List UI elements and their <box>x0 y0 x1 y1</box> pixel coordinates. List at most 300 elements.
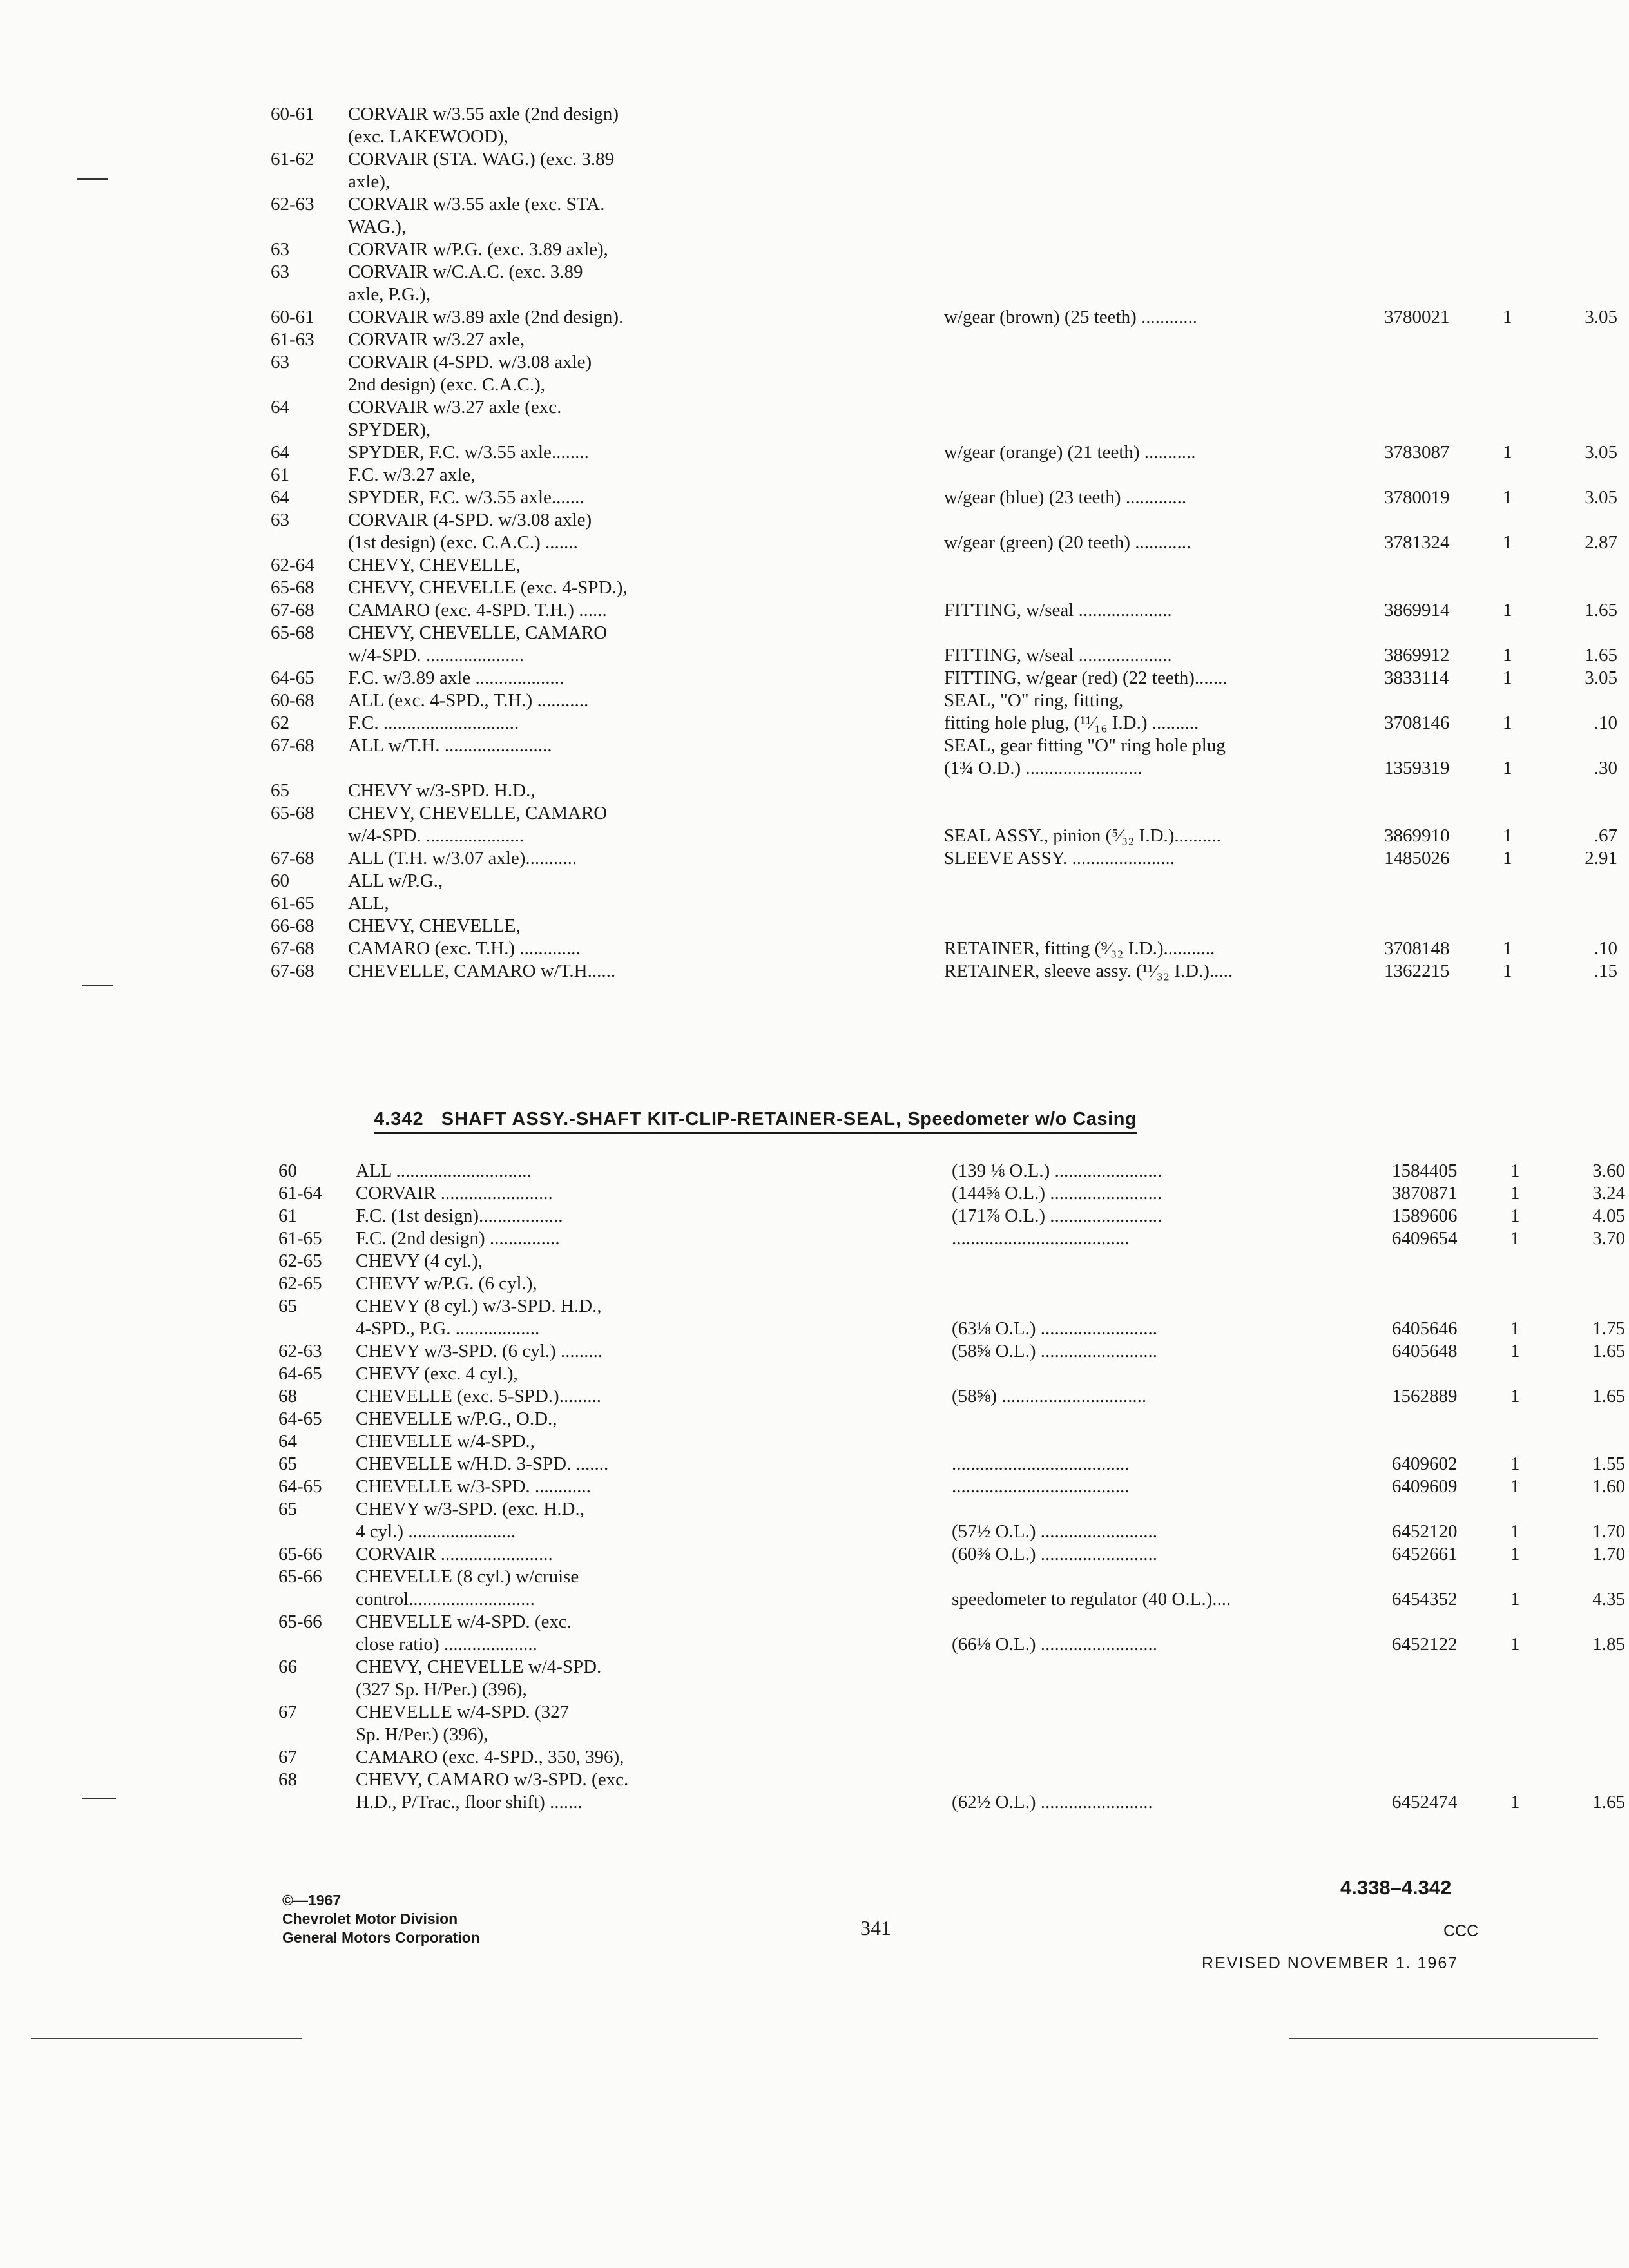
price: .10 <box>1594 713 1617 733</box>
model-years: 60-61 <box>271 104 314 124</box>
application: CORVAIR (4-SPD. w/3.08 axle) <box>348 510 592 530</box>
application: CHEVELLE, CAMARO w/T.H...... <box>348 961 616 981</box>
table-row <box>278 1363 1438 1385</box>
model-years: 65-68 <box>271 622 314 643</box>
table-row <box>271 735 1431 757</box>
price: 1.85 <box>1592 1634 1625 1655</box>
application: WAG.), <box>348 216 407 237</box>
part-number: 1562889 <box>1392 1386 1458 1407</box>
table-row <box>271 509 1431 532</box>
table-row <box>278 1724 1438 1746</box>
part-description: (60⅜ O.L.) ......................... <box>952 1544 1157 1564</box>
table-row <box>271 757 1617 780</box>
application: CORVAIR (STA. WAG.) (exc. 3.89 <box>348 149 615 169</box>
application: SPYDER, F.C. w/3.55 axle........ <box>348 442 589 463</box>
price: 3.05 <box>1585 442 1617 463</box>
part-description: (62½ O.L.) ........................ <box>952 1792 1153 1812</box>
quantity: 1 <box>1503 758 1512 778</box>
table-row <box>271 622 1431 644</box>
application: CORVAIR w/3.55 axle (exc. STA. <box>348 194 605 215</box>
part-description: ...................................... <box>952 1454 1130 1474</box>
application: CORVAIR ........................ <box>356 1544 553 1564</box>
application: CHEVELLE (8 cyl.) w/cruise <box>356 1566 579 1587</box>
model-years: 62 <box>271 713 289 733</box>
price: 1.65 <box>1592 1792 1625 1812</box>
part-number: 1362215 <box>1384 961 1450 981</box>
application: ALL ............................. <box>356 1160 532 1181</box>
table-row <box>271 171 1431 193</box>
part-description: speedometer to regulator (40 O.L.).... <box>952 1589 1231 1610</box>
part-description: FITTING, w/seal .................... <box>944 645 1172 666</box>
quantity: 1 <box>1510 1454 1520 1474</box>
section-subtitle: Speedometer w/o Casing <box>907 1109 1137 1129</box>
model-years: 64-65 <box>278 1408 322 1429</box>
model-years: 67-68 <box>271 938 314 959</box>
application: w/4-SPD. ..................... <box>348 645 525 666</box>
part-number: 1359319 <box>1384 758 1450 778</box>
price: 3.60 <box>1592 1160 1625 1181</box>
part-description: (58⅝ O.L.) ......................... <box>952 1341 1157 1361</box>
application: CHEVY, CHEVELLE w/4-SPD. <box>356 1657 602 1677</box>
application: (1st design) (exc. C.A.C.) ....... <box>348 532 578 553</box>
part-description: (144⅝ O.L.) ........................ <box>952 1183 1162 1204</box>
application: SPYDER), <box>348 419 431 440</box>
application: close ratio) .................... <box>356 1634 537 1655</box>
quantity: 1 <box>1503 307 1512 327</box>
application: CHEVELLE (exc. 5-SPD.)......... <box>356 1386 601 1407</box>
table-row <box>278 1769 1438 1791</box>
application: w/4-SPD. ..................... <box>348 825 525 846</box>
part-description: w/gear (orange) (21 teeth) ........... <box>944 442 1196 463</box>
model-years: 62-64 <box>271 555 314 575</box>
model-years: 67-68 <box>271 735 314 756</box>
model-years: 68 <box>278 1769 297 1790</box>
table-row <box>271 825 1617 847</box>
table-row <box>278 1205 1625 1227</box>
table-row <box>271 847 1617 870</box>
quantity: 1 <box>1503 938 1512 959</box>
part-description: (63⅛ O.L.) ......................... <box>952 1318 1157 1339</box>
price: 3.24 <box>1592 1183 1625 1204</box>
application: CHEVELLE w/P.G., O.D., <box>356 1408 557 1429</box>
price: 2.87 <box>1585 532 1617 553</box>
table-row <box>271 261 1431 284</box>
part-description: (139 ⅛ O.L.) ....................... <box>952 1160 1162 1181</box>
application: CORVAIR w/3.89 axle (2nd design). <box>348 307 624 327</box>
model-years: 64-65 <box>271 668 314 688</box>
part-number: 1589606 <box>1392 1206 1458 1226</box>
application: (exc. LAKEWOOD), <box>348 126 508 147</box>
part-number: 3833114 <box>1384 668 1449 688</box>
publisher-block <box>282 1891 480 1947</box>
model-years: 65-66 <box>278 1611 322 1632</box>
table-row <box>278 1160 1625 1182</box>
quantity: 1 <box>1510 1228 1520 1249</box>
application: CAMARO (exc. 4-SPD. T.H.) ...... <box>348 600 607 620</box>
quantity: 1 <box>1510 1183 1520 1204</box>
section-title: SHAFT ASSY.-SHAFT KIT-CLIP-RETAINER-SEAL, <box>441 1109 902 1129</box>
price: 1.75 <box>1592 1318 1625 1339</box>
application: axle), <box>348 171 390 192</box>
table-row <box>278 1633 1625 1656</box>
application: H.D., P/Trac., floor shift) ....... <box>356 1792 583 1812</box>
application: CHEVY (4 cyl.), <box>356 1251 483 1271</box>
application: Sp. H/Per.) (396), <box>356 1724 488 1745</box>
section-range: 4.338–4.342 <box>1340 1876 1452 1899</box>
model-years: 65-66 <box>278 1566 322 1587</box>
application: CHEVY, CHEVELLE, CAMARO <box>348 803 608 823</box>
application: CAMARO (exc. 4-SPD., 350, 396), <box>356 1747 624 1767</box>
table-row <box>271 802 1431 825</box>
model-years: 62-63 <box>278 1341 322 1361</box>
price: .67 <box>1594 825 1617 846</box>
quantity: 1 <box>1510 1341 1520 1361</box>
table-row <box>278 1543 1625 1566</box>
price: 1.70 <box>1592 1544 1625 1564</box>
part-description: ...................................... <box>952 1228 1130 1249</box>
model-years: 61-62 <box>271 149 314 169</box>
application: CHEVELLE w/4-SPD. (exc. <box>356 1611 572 1632</box>
part-description: (1¾ O.D.) ......................... <box>944 758 1142 778</box>
part-number: 3781324 <box>1384 532 1450 553</box>
quantity: 1 <box>1510 1634 1520 1655</box>
quantity: 1 <box>1503 442 1512 463</box>
model-years: 68 <box>278 1386 297 1407</box>
model-years: 65-66 <box>278 1544 322 1564</box>
price: 3.70 <box>1592 1228 1625 1249</box>
table-row <box>271 577 1431 599</box>
bottom-rule-right <box>1289 2038 1598 2039</box>
quantity: 1 <box>1503 713 1512 733</box>
application: CORVAIR w/3.27 axle, <box>348 329 525 350</box>
quantity: 1 <box>1503 668 1512 688</box>
table-row <box>278 1566 1438 1588</box>
copyright: ©—1967 <box>282 1892 342 1908</box>
part-description: w/gear (brown) (25 teeth) ............ <box>944 307 1197 327</box>
application: CHEVY w/P.G. (6 cyl.), <box>356 1273 537 1294</box>
part-number: 3783087 <box>1384 442 1450 463</box>
part-number: 6409609 <box>1392 1476 1458 1497</box>
table-row <box>271 915 1431 937</box>
model-years: 61-63 <box>271 329 314 350</box>
model-years: 67 <box>278 1747 297 1767</box>
part-number: 6409654 <box>1392 1228 1458 1249</box>
part-description: ...................................... <box>952 1476 1130 1497</box>
table-row <box>278 1611 1438 1633</box>
application: CHEVELLE w/3-SPD. ............ <box>356 1476 591 1497</box>
application: axle, P.G.), <box>348 284 431 305</box>
table-row <box>271 712 1617 735</box>
application: CORVAIR w/C.A.C. (exc. 3.89 <box>348 262 583 282</box>
table-row <box>271 441 1617 464</box>
model-years: 63 <box>271 510 289 530</box>
model-years: 67-68 <box>271 961 314 981</box>
part-number: 3870871 <box>1392 1183 1458 1204</box>
part-description: (57½ O.L.) ......................... <box>952 1521 1157 1542</box>
table-row <box>271 396 1431 419</box>
application: (327 Sp. H/Per.) (396), <box>356 1679 527 1700</box>
application: 4 cyl.) ....................... <box>356 1521 516 1542</box>
application: F.C. w/3.27 axle, <box>348 465 476 485</box>
table-row <box>271 374 1431 396</box>
quantity: 1 <box>1510 1476 1520 1497</box>
part-description: FITTING, w/seal .................... <box>944 600 1172 620</box>
part-description: RETAINER, sleeve assy. (¹¹⁄₃₂ I.D.)..... <box>944 961 1233 981</box>
application: CHEVELLE w/4-SPD. (327 <box>356 1702 570 1722</box>
table-row <box>271 216 1431 238</box>
quantity: 1 <box>1510 1544 1520 1564</box>
model-years: 65 <box>278 1499 297 1519</box>
table-row <box>278 1791 1625 1814</box>
revision-date: REVISED NOVEMBER 1. 1967 <box>1202 1954 1459 1972</box>
model-years: 60-68 <box>271 690 314 711</box>
model-years: 60 <box>271 870 289 891</box>
model-years: 66 <box>278 1657 297 1677</box>
model-years: 65-68 <box>271 577 314 598</box>
application: CHEVY w/3-SPD. (6 cyl.) ......... <box>356 1341 603 1361</box>
table-row <box>271 554 1431 577</box>
table-row <box>271 103 1431 126</box>
price: 1.60 <box>1592 1476 1625 1497</box>
application: CAMARO (exc. T.H.) ............. <box>348 938 581 959</box>
part-description: SLEEVE ASSY. ...................... <box>944 848 1175 869</box>
table-row <box>271 960 1617 983</box>
table-row <box>271 870 1431 892</box>
model-years: 63 <box>271 262 289 282</box>
application: CHEVY, CHEVELLE (exc. 4-SPD.), <box>348 577 628 598</box>
table-row <box>278 1250 1438 1273</box>
part-description: SEAL ASSY., pinion (⁵⁄₃₂ I.D.).......... <box>944 825 1221 846</box>
price: .30 <box>1594 758 1617 778</box>
application: CHEVY, CHEVELLE, CAMARO <box>348 622 608 643</box>
application: CHEVELLE w/4-SPD., <box>356 1431 535 1452</box>
section-number: 4.342 <box>374 1109 424 1129</box>
part-number: 3869914 <box>1384 600 1450 620</box>
table-row <box>271 329 1431 351</box>
application: CHEVY (exc. 4 cyl.), <box>356 1363 518 1384</box>
bottom-rule-left <box>31 2038 302 2039</box>
model-years: 65 <box>271 780 289 801</box>
table-row <box>278 1340 1625 1363</box>
price: 3.05 <box>1585 307 1617 327</box>
model-years: 63 <box>271 239 289 260</box>
model-years: 61-65 <box>271 893 314 914</box>
table-row <box>271 599 1617 622</box>
price: 4.35 <box>1592 1589 1625 1610</box>
model-years: 61-64 <box>278 1183 322 1204</box>
table-row <box>278 1746 1438 1769</box>
application: CHEVY, CHEVELLE, <box>348 916 521 936</box>
price: 1.65 <box>1592 1386 1625 1407</box>
part-description: (66⅛ O.L.) ......................... <box>952 1634 1157 1655</box>
part-description: FITTING, w/gear (red) (22 teeth)....... <box>944 668 1228 688</box>
margin-mark <box>82 1798 116 1799</box>
part-description: SEAL, gear fitting "O" ring hole plug <box>944 735 1226 756</box>
application: ALL (T.H. w/3.07 axle)........... <box>348 848 577 869</box>
table-row <box>278 1408 1438 1430</box>
margin-mark <box>82 985 113 986</box>
part-number: 3708146 <box>1384 713 1450 733</box>
model-years: 62-65 <box>278 1251 322 1271</box>
model-years: 66-68 <box>271 916 314 936</box>
application: ALL w/T.H. ....................... <box>348 735 552 756</box>
table-row <box>271 486 1617 509</box>
division-name: Chevrolet Motor Division <box>282 1910 458 1927</box>
model-years: 62-63 <box>271 194 314 215</box>
quantity: 1 <box>1510 1206 1520 1226</box>
quantity: 1 <box>1510 1386 1520 1407</box>
model-years: 60-61 <box>271 307 314 327</box>
table-row <box>278 1430 1438 1453</box>
application: F.C. (1st design).................. <box>356 1206 563 1226</box>
part-number: 3708148 <box>1384 938 1450 959</box>
model-years: 65 <box>278 1454 297 1474</box>
table-row <box>278 1295 1438 1318</box>
part-number: 3780021 <box>1384 307 1450 327</box>
table-row <box>271 419 1431 441</box>
table-row <box>271 892 1431 915</box>
model-years: 67-68 <box>271 848 314 869</box>
quantity: 1 <box>1503 961 1512 981</box>
model-years: 64-65 <box>278 1363 322 1384</box>
price: 1.55 <box>1592 1454 1625 1474</box>
section-heading <box>374 1108 1137 1134</box>
application: ALL w/P.G., <box>348 870 443 891</box>
price: 2.91 <box>1585 848 1617 869</box>
price: 4.05 <box>1592 1206 1625 1226</box>
table-row <box>278 1656 1438 1678</box>
price: 1.65 <box>1585 600 1617 620</box>
application: 4-SPD., P.G. .................. <box>356 1318 540 1339</box>
application: F.C. (2nd design) ............... <box>356 1228 560 1249</box>
quantity: 1 <box>1503 600 1512 620</box>
part-number: 6409602 <box>1392 1454 1458 1474</box>
application: control........................... <box>356 1589 535 1610</box>
quantity: 1 <box>1510 1589 1520 1610</box>
table-row <box>278 1273 1438 1295</box>
part-number: 1485026 <box>1384 848 1450 869</box>
model-years: 60 <box>278 1160 297 1181</box>
model-years: 61 <box>278 1206 297 1226</box>
price: 1.65 <box>1592 1341 1625 1361</box>
bottom-parts-table <box>278 1160 1625 1814</box>
model-years: 64 <box>271 397 289 418</box>
application: CHEVY, CHEVELLE, <box>348 555 521 575</box>
part-number: 6405646 <box>1392 1318 1458 1339</box>
application: 2nd design) (exc. C.A.C.), <box>348 374 546 395</box>
margin-mark <box>77 178 108 180</box>
part-description: fitting hole plug, (¹¹⁄₁₆ I.D.) .......... <box>944 713 1199 733</box>
table-row <box>271 284 1431 306</box>
quantity: 1 <box>1503 645 1512 666</box>
table-row <box>271 193 1431 216</box>
model-years: 64 <box>271 442 289 463</box>
part-description: (58⅝) ............................... <box>952 1386 1147 1407</box>
part-number: 3780019 <box>1384 487 1450 508</box>
application: CHEVELLE w/H.D. 3-SPD. ....... <box>356 1454 609 1474</box>
quantity: 1 <box>1503 848 1512 869</box>
table-row <box>271 351 1431 374</box>
part-number: 6452122 <box>1392 1634 1458 1655</box>
part-description: (171⅞ O.L.) ........................ <box>952 1206 1162 1226</box>
price: 3.05 <box>1585 487 1617 508</box>
application: CHEVY w/3-SPD. H.D., <box>348 780 535 801</box>
price: 3.05 <box>1585 668 1617 688</box>
table-row <box>278 1521 1625 1543</box>
table-row <box>278 1678 1438 1701</box>
page-number: 341 <box>860 1916 891 1939</box>
application: CHEVY w/3-SPD. (exc. H.D., <box>356 1499 584 1519</box>
application: ALL (exc. 4-SPD., T.H.) ........... <box>348 690 589 711</box>
table-row <box>271 306 1617 329</box>
application: CHEVY, CAMARO w/3-SPD. (exc. <box>356 1769 629 1790</box>
table-row <box>271 464 1431 486</box>
table-row <box>271 667 1617 689</box>
application: CORVAIR (4-SPD. w/3.08 axle) <box>348 352 592 372</box>
price: .10 <box>1594 938 1617 959</box>
part-number: 3869910 <box>1384 825 1450 846</box>
model-years: 64 <box>278 1431 297 1452</box>
model-years: 64-65 <box>278 1476 322 1497</box>
part-description: w/gear (green) (20 teeth) ............ <box>944 532 1191 553</box>
price: .15 <box>1594 961 1617 981</box>
application: CORVAIR w/3.55 axle (2nd design) <box>348 104 619 124</box>
table-row <box>271 148 1431 171</box>
part-number: 6405648 <box>1392 1341 1458 1361</box>
catalog-code: CCC <box>1443 1922 1479 1940</box>
table-row <box>278 1588 1625 1611</box>
model-years: 61 <box>271 465 289 485</box>
quantity: 1 <box>1503 532 1512 553</box>
price: 1.65 <box>1585 645 1617 666</box>
application: CORVAIR w/3.27 axle (exc. <box>348 397 562 418</box>
table-row <box>278 1318 1625 1340</box>
quantity: 1 <box>1510 1521 1520 1542</box>
application: CHEVY (8 cyl.) w/3-SPD. H.D., <box>356 1296 602 1316</box>
application: CORVAIR ........................ <box>356 1183 553 1204</box>
table-row <box>271 780 1431 802</box>
part-number: 6452661 <box>1392 1544 1458 1564</box>
application: F.C. ............................. <box>348 713 519 733</box>
table-row <box>271 238 1431 261</box>
application: ALL, <box>348 893 389 914</box>
part-number: 6452120 <box>1392 1521 1458 1542</box>
quantity: 1 <box>1503 487 1512 508</box>
table-row <box>271 126 1431 148</box>
part-number: 1584405 <box>1392 1160 1458 1181</box>
part-number: 6454352 <box>1392 1589 1458 1610</box>
quantity: 1 <box>1510 1318 1520 1339</box>
table-row <box>271 532 1617 554</box>
price: 1.70 <box>1592 1521 1625 1542</box>
model-years: 67-68 <box>271 600 314 620</box>
quantity: 1 <box>1510 1792 1520 1812</box>
table-row <box>278 1498 1438 1521</box>
model-years: 64 <box>271 487 289 508</box>
quantity: 1 <box>1503 825 1512 846</box>
application: SPYDER, F.C. w/3.55 axle....... <box>348 487 584 508</box>
table-row <box>278 1385 1625 1408</box>
table-row <box>271 644 1617 667</box>
table-row <box>271 937 1617 960</box>
quantity: 1 <box>1510 1160 1520 1181</box>
part-description: w/gear (blue) (23 teeth) ............. <box>944 487 1187 508</box>
model-years: 61-65 <box>278 1228 322 1249</box>
model-years: 63 <box>271 352 289 372</box>
table-row <box>278 1182 1625 1205</box>
part-description: RETAINER, fitting (⁹⁄₃₂ I.D.)........... <box>944 938 1215 959</box>
table-row <box>278 1453 1625 1475</box>
